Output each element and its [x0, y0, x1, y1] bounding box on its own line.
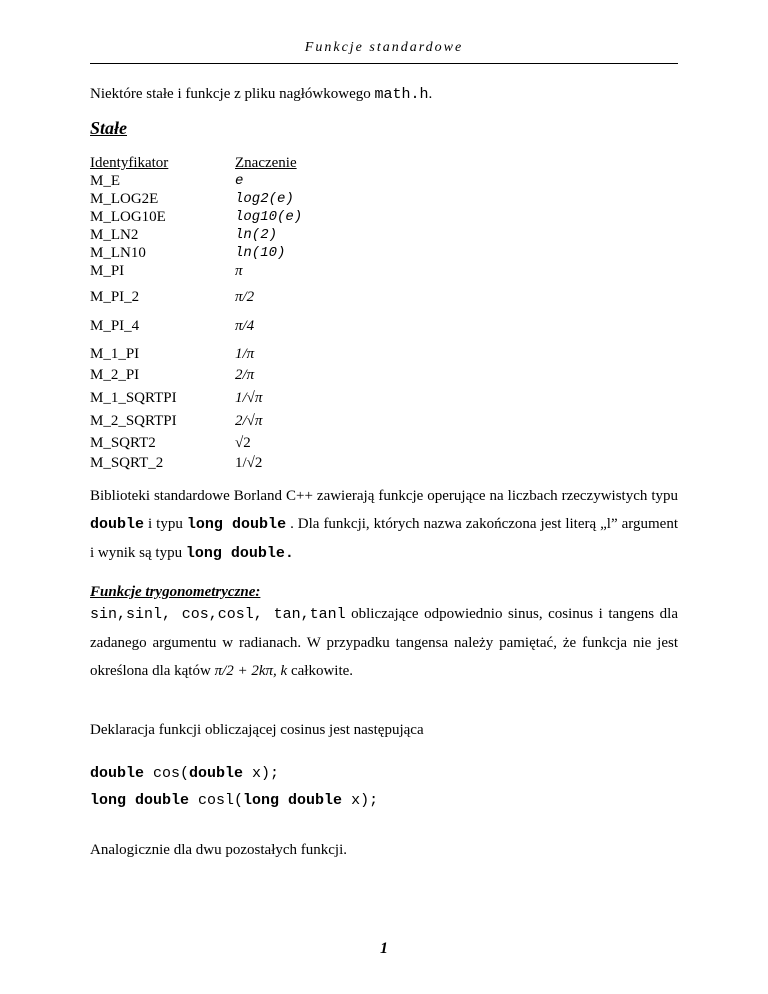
meaning-cell: 1/√π: [235, 390, 263, 406]
meaning-cell: π/2: [235, 289, 255, 305]
ident-cell: M_SQRT2: [90, 435, 156, 451]
trig-paragraph: [90, 600, 678, 685]
code-keyword: long double: [243, 792, 343, 809]
ident-cell: M_PI_4: [90, 318, 140, 334]
code-keyword: long double: [90, 792, 190, 809]
ident-cell: M_2_PI: [90, 367, 140, 383]
ident-cell: M_LOG10E: [90, 209, 166, 225]
meaning-cell: log2(e): [235, 191, 294, 207]
ident-cell: M_E: [90, 173, 120, 189]
meaning-cell: 2/√π: [235, 413, 263, 429]
meaning-cell: π/4: [235, 318, 255, 334]
keyword-double: double: [90, 516, 145, 533]
ident-cell: M_1_PI: [90, 346, 140, 362]
para-text: obliczające odpowiednio sinus, cosinus i tangens dla zadanego argumentu w radianach. W przypadku tangensa należy pamiętać, że funkcja nie jest określona dla kątów: [90, 606, 678, 679]
trig-function-names: sin,sinl, cos,cosl, tan,tanl: [90, 606, 346, 623]
ident-cell: M_PI_2: [90, 289, 140, 305]
ident-cell: M_2_SQRTPI: [90, 413, 177, 429]
code-text: cos(: [144, 765, 190, 782]
meaning-cell: 1/√2: [235, 455, 263, 471]
meaning-cell: 1/π: [235, 346, 255, 362]
types-paragraph: [90, 482, 678, 568]
code-keyword: double: [90, 765, 145, 782]
keyword-long-double: long double.: [185, 545, 294, 562]
constants-title: Stałe: [90, 118, 128, 138]
page-number: 1: [380, 940, 388, 957]
code-line-1: [90, 765, 279, 782]
ident-cell: M_LN2: [90, 227, 139, 243]
meaning-cell: π: [235, 263, 243, 279]
ident-cell: M_PI: [90, 263, 125, 279]
keyword-long-double: long double: [186, 516, 287, 533]
code-text: cosl(: [189, 792, 244, 809]
code-text: x);: [243, 765, 280, 782]
formula: π/2 + 2kπ,: [214, 663, 277, 679]
code-text: x);: [342, 792, 379, 809]
meaning-cell: e: [235, 173, 244, 189]
meaning-cell: ln(10): [235, 245, 286, 261]
intro-end: .: [428, 86, 433, 102]
intro-paragraph: [90, 86, 432, 103]
para-text: . Dla funkcji, których nazwa zakończona jest literą „l” argument i wynik są typu: [90, 516, 678, 561]
ident-cell: M_1_SQRTPI: [90, 390, 177, 406]
para-text: całkowite.: [287, 663, 354, 679]
header-rule: [90, 63, 678, 64]
intro-text: Niektóre stałe i funkcje z pliku nagłówkowego: [90, 86, 375, 102]
meaning-cell: √2: [235, 435, 251, 451]
variable-k: k: [280, 663, 288, 679]
para-text: Biblioteki standardowe Borland C++ zawierają funkcje operujące na liczbach rzeczywistych typu: [90, 488, 678, 504]
page-header: Funkcje standardowe: [304, 40, 464, 55]
para-text: i typu: [144, 516, 187, 532]
closing-paragraph: Analogicznie dla dwu pozostałych funkcji.: [90, 842, 348, 858]
ident-cell: M_LOG2E: [90, 191, 159, 207]
code-keyword: double: [189, 765, 244, 782]
meaning-cell: ln(2): [235, 227, 278, 243]
meaning-cell: 2/π: [235, 367, 255, 383]
code-line-2: [90, 792, 378, 809]
decl-intro: Deklaracja funkcji obliczającej cosinus jest następująca: [90, 722, 424, 738]
meaning-cell: log10(e): [235, 209, 303, 225]
col-meaning-header: Znaczenie: [235, 155, 297, 171]
intro-code: math.h: [374, 86, 429, 103]
ident-cell: M_SQRT_2: [90, 455, 164, 471]
ident-cell: M_LN10: [90, 245, 146, 261]
col-ident-header: Identyfikator: [90, 155, 169, 171]
trig-title: Funkcje trygonometryczne:: [90, 584, 261, 600]
